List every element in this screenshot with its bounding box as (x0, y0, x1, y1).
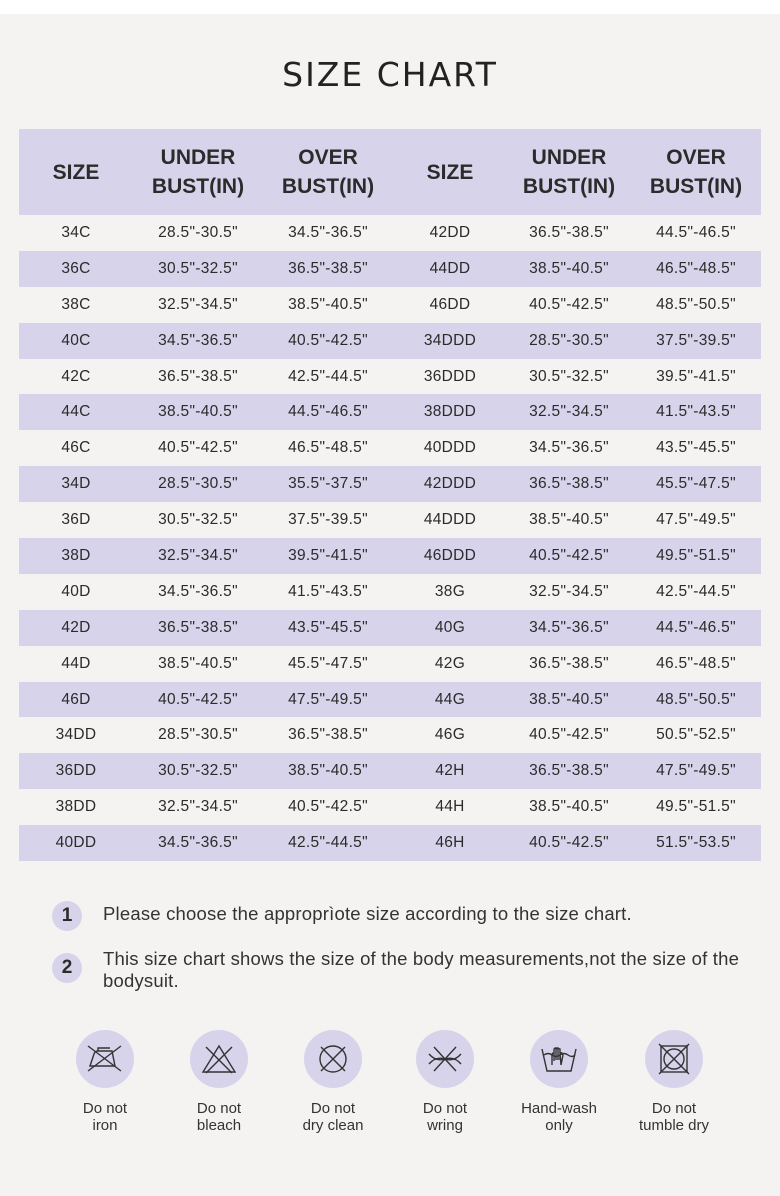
table-cell: 36.5"-38.5" (529, 223, 609, 241)
table-row (19, 825, 761, 861)
table-cell: 32.5"-34.5" (529, 582, 609, 600)
table-cell: 38.5"-40.5" (158, 654, 238, 672)
table-cell: 38.5"-40.5" (263, 753, 393, 789)
care-item-do-not-bleach (164, 1030, 274, 1134)
table-cell: 38DDD (393, 394, 507, 430)
table-cell: 47.5"-49.5" (263, 682, 393, 718)
table-row (19, 502, 761, 538)
care-label: Hand-wash only (521, 1100, 597, 1134)
table-cell: 40D (61, 582, 91, 600)
table-cell: 44DDD (423, 511, 477, 529)
table-cell: 36DD (19, 753, 133, 789)
table-cell: 42C (61, 367, 91, 385)
table-cell: 44G (393, 682, 507, 718)
table-row (19, 789, 761, 825)
table-row (19, 430, 761, 466)
table-cell: 45.5"-47.5" (631, 466, 761, 502)
table-cell: 46DD (429, 295, 471, 313)
table-cell: 46DDD (393, 538, 507, 574)
table-cell: 48.5"-50.5" (631, 682, 761, 718)
do-not-dry-clean-icon (315, 1041, 351, 1077)
table-cell: 43.5"-45.5" (263, 610, 393, 646)
table-cell: 36.5"-38.5" (133, 610, 263, 646)
table-cell: 40.5"-42.5" (158, 439, 238, 457)
table-cell: 41.5"-43.5" (288, 582, 368, 600)
table-cell: 35.5"-37.5" (263, 466, 393, 502)
table-cell: 42D (19, 610, 133, 646)
table-cell: 37.5"-39.5" (288, 511, 368, 529)
table-cell: 42.5"-44.5" (656, 582, 736, 600)
table-cell: 37.5"-39.5" (631, 323, 761, 359)
table-cell: 34.5"-36.5" (158, 582, 238, 600)
table-cell: 44.5"-46.5" (656, 223, 736, 241)
table-cell: 34.5"-36.5" (133, 825, 263, 861)
table-cell: 30.5"-32.5" (158, 511, 238, 529)
care-label: Do not wring (422, 1100, 468, 1134)
table-cell: 47.5"-49.5" (631, 753, 761, 789)
table-cell: 47.5"-49.5" (656, 511, 736, 529)
table-cell: 43.5"-45.5" (656, 439, 736, 457)
table-cell: 46.5"-48.5" (631, 251, 761, 287)
table-row (19, 287, 761, 323)
table-cell: 30.5"-32.5" (133, 251, 263, 287)
care-label: Do not iron (82, 1100, 128, 1134)
table-cell: 34.5"-36.5" (288, 223, 368, 241)
table-cell: 40DDD (423, 439, 477, 457)
table-cell: 38C (61, 295, 91, 313)
table-row (19, 610, 761, 646)
table-cell: 49.5"-51.5" (656, 798, 736, 816)
table-cell: 45.5"-47.5" (288, 654, 368, 672)
table-cell: 36C (19, 251, 133, 287)
table-cell: 49.5"-51.5" (631, 538, 761, 574)
table-row (19, 323, 761, 359)
table-cell: 42.5"-44.5" (263, 825, 393, 861)
header-under-bust: UNDER BUST(IN) (133, 129, 263, 215)
table-cell: 40C (19, 323, 133, 359)
table-row (19, 682, 761, 718)
table-cell: 40.5"-42.5" (529, 295, 609, 313)
table-row (19, 394, 761, 430)
table-cell: 36.5"-38.5" (263, 251, 393, 287)
table-cell: 36.5"-38.5" (507, 466, 631, 502)
table-cell: 34DD (55, 726, 97, 744)
table-cell: 42H (393, 753, 507, 789)
table-cell: 50.5"-52.5" (656, 726, 736, 744)
table-cell: 36.5"-38.5" (158, 367, 238, 385)
table-cell: 32.5"-34.5" (158, 798, 238, 816)
table-cell: 36.5"-38.5" (529, 654, 609, 672)
table-cell: 44.5"-46.5" (263, 394, 393, 430)
table-cell: 42G (434, 654, 466, 672)
page-title: SIZE CHART (282, 55, 498, 94)
table-cell: 46.5"-48.5" (656, 654, 736, 672)
header-over-bust-2: OVER BUST(IN) (631, 129, 761, 215)
table-cell: 28.5"-30.5" (158, 726, 238, 744)
table-cell: 36.5"-38.5" (507, 753, 631, 789)
table-cell: 42DDD (393, 466, 507, 502)
care-item-do-not-iron (50, 1030, 160, 1134)
table-cell: 44DD (393, 251, 507, 287)
table-cell: 38.5"-40.5" (529, 511, 609, 529)
do-not-tumble-dry-icon (656, 1041, 692, 1077)
table-row (19, 574, 761, 610)
table-cell: 39.5"-41.5" (656, 367, 736, 385)
note-number-badge: 1 (52, 901, 82, 931)
table-cell: 44.5"-46.5" (631, 610, 761, 646)
table-cell: 46D (19, 682, 133, 718)
table-cell: 34.5"-36.5" (133, 323, 263, 359)
table-row (19, 717, 761, 753)
care-item-do-not-dry-clean (278, 1030, 388, 1134)
table-cell: 40.5"-42.5" (507, 825, 631, 861)
table-cell: 30.5"-32.5" (529, 367, 609, 385)
table-cell: 34.5"-36.5" (529, 439, 609, 457)
do-not-bleach-icon (200, 1043, 238, 1075)
do-not-iron-icon (86, 1044, 124, 1074)
table-cell: 38.5"-40.5" (507, 251, 631, 287)
table-cell: 46.5"-48.5" (288, 439, 368, 457)
table-cell: 34D (19, 466, 133, 502)
table-cell: 34DDD (393, 323, 507, 359)
table-cell: 34.5"-36.5" (507, 610, 631, 646)
table-cell: 42DD (429, 223, 471, 241)
note-text: This size chart shows the size of the body measurements,not the size of the bodysuit. (103, 948, 740, 991)
table-row (19, 359, 761, 395)
table-cell: 40.5"-42.5" (288, 798, 368, 816)
table-cell: 44C (19, 394, 133, 430)
table-cell: 40.5"-42.5" (507, 538, 631, 574)
table-cell: 42.5"-44.5" (288, 367, 368, 385)
table-row (19, 215, 761, 251)
table-cell: 44H (435, 798, 465, 816)
table-cell: 46G (434, 726, 466, 744)
note-number-badge: 2 (52, 953, 82, 983)
care-item-do-not-wring (390, 1030, 500, 1134)
table-cell: 28.5"-30.5" (158, 223, 238, 241)
table-cell: 40.5"-42.5" (133, 682, 263, 718)
table-cell: 32.5"-34.5" (158, 295, 238, 313)
table-cell: 46C (61, 439, 91, 457)
header-size-2: SIZE (393, 129, 507, 215)
table-row (19, 466, 761, 502)
note-text: Please choose the approprìote size according to the size chart. (103, 903, 632, 924)
table-row (19, 251, 761, 287)
table-cell: 44D (61, 654, 91, 672)
table-cell: 34C (61, 223, 91, 241)
table-row (19, 538, 761, 574)
table-cell: 36.5"-38.5" (288, 726, 368, 744)
do-not-wring-icon (426, 1044, 464, 1074)
table-cell: 32.5"-34.5" (507, 394, 631, 430)
table-header-row (19, 129, 761, 215)
table-cell: 48.5"-50.5" (656, 295, 736, 313)
table-cell: 38.5"-40.5" (288, 295, 368, 313)
table-row (19, 646, 761, 682)
header-size: SIZE (19, 129, 133, 215)
table-cell: 28.5"-30.5" (133, 466, 263, 502)
table-cell: 46H (393, 825, 507, 861)
table-cell: 51.5"-53.5" (631, 825, 761, 861)
care-item-hand-wash (504, 1030, 614, 1134)
table-cell: 36D (61, 511, 91, 529)
table-cell: 36DDD (423, 367, 477, 385)
table-cell: 30.5"-32.5" (133, 753, 263, 789)
table-cell: 40G (393, 610, 507, 646)
table-cell: 40DD (19, 825, 133, 861)
table-cell: 38.5"-40.5" (529, 798, 609, 816)
table-row (19, 753, 761, 789)
table-cell: 39.5"-41.5" (263, 538, 393, 574)
table-cell: 38D (19, 538, 133, 574)
care-item-do-not-tumble-dry (619, 1030, 729, 1134)
table-cell: 38G (434, 582, 466, 600)
table-cell: 28.5"-30.5" (507, 323, 631, 359)
table-cell: 40.5"-42.5" (529, 726, 609, 744)
table-cell: 32.5"-34.5" (133, 538, 263, 574)
table-cell: 38.5"-40.5" (507, 682, 631, 718)
care-label: Do not bleach (196, 1100, 242, 1134)
hand-wash-icon (539, 1043, 579, 1075)
care-label: Do not tumble dry (638, 1100, 710, 1134)
care-label: Do not dry clean (302, 1100, 364, 1134)
table-cell: 40.5"-42.5" (263, 323, 393, 359)
header-under-bust-2: UNDER BUST(IN) (507, 129, 631, 215)
table-cell: 38.5"-40.5" (133, 394, 263, 430)
table-cell: 41.5"-43.5" (631, 394, 761, 430)
table-cell: 38DD (55, 798, 97, 816)
header-over-bust: OVER BUST(IN) (263, 129, 393, 215)
size-table (19, 129, 761, 861)
